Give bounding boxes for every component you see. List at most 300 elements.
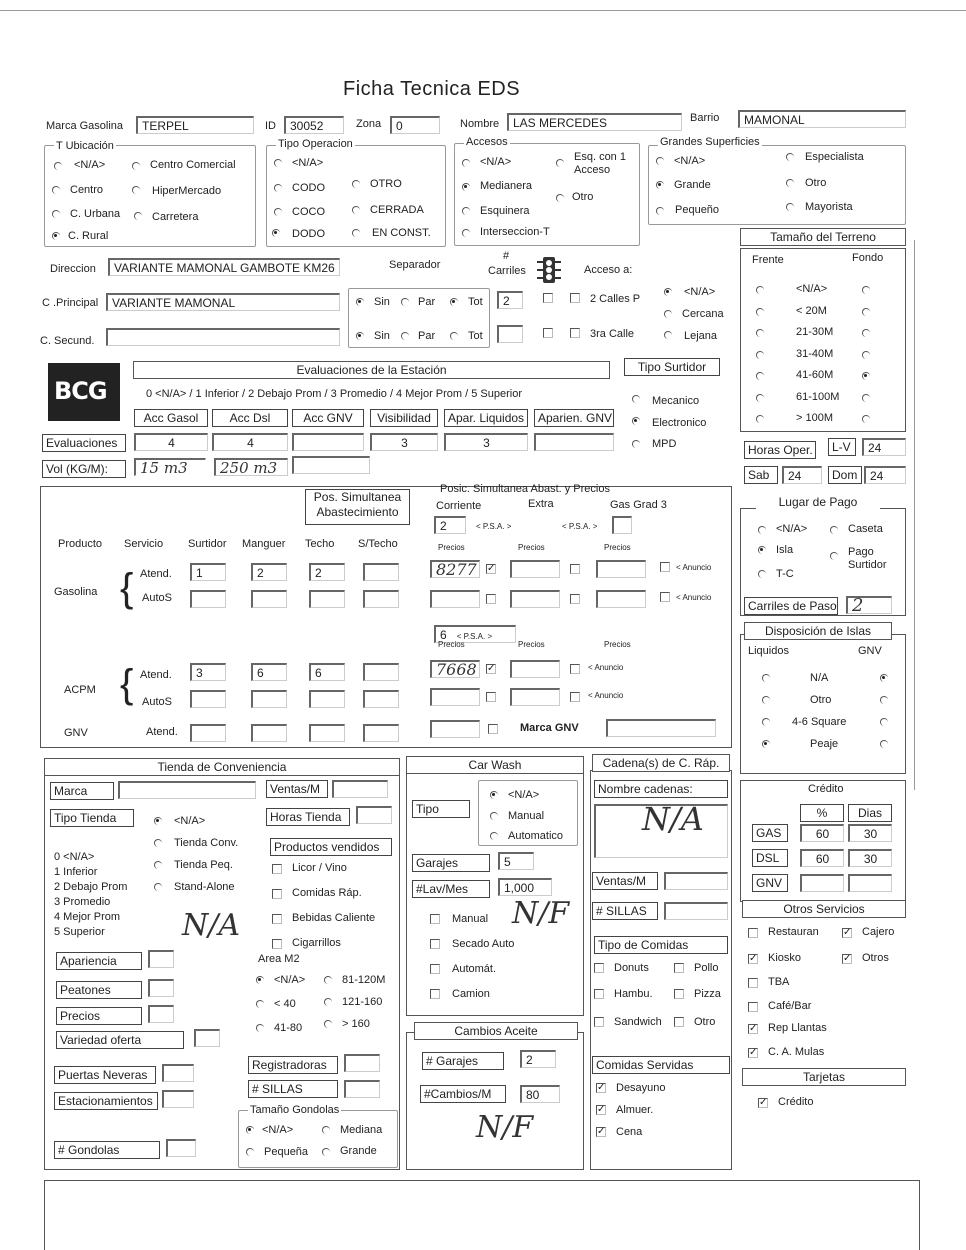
grade-extra: Extra <box>528 498 554 510</box>
ubic-carretera-label: Carretera <box>152 211 199 223</box>
ubic-cc-radio[interactable] <box>132 162 140 170</box>
anuncio-check[interactable] <box>660 562 670 572</box>
isla-gnv-radio[interactable] <box>880 696 888 704</box>
cp-tot-label: Tot <box>468 296 483 308</box>
area-radio[interactable] <box>324 998 332 1006</box>
horas-label: Horas Oper. <box>744 441 816 459</box>
gs-mayorista-radio[interactable] <box>786 203 794 211</box>
terreno-frente-radio[interactable] <box>756 415 764 423</box>
terreno-title: Tamaño del Terreno <box>740 228 906 246</box>
marca-gnv-field[interactable] <box>606 719 716 737</box>
product-cell[interactable] <box>363 590 399 608</box>
ubic-rural-radio[interactable] <box>52 232 60 240</box>
carriles-paso-field[interactable]: 2 <box>846 596 892 614</box>
evaluaciones-title: Evaluaciones de la Estación <box>133 361 610 379</box>
product-cell[interactable] <box>251 690 287 708</box>
area-radio[interactable] <box>324 1020 332 1028</box>
area-label: 121-160 <box>342 996 383 1008</box>
ubic-carretera-radio[interactable] <box>134 212 142 220</box>
area-title: Area M2 <box>258 953 300 965</box>
credito-dias-field[interactable]: 30 <box>848 824 892 842</box>
cadena-sillas-field[interactable] <box>664 902 728 920</box>
gs-otro-label: Otro <box>805 177 827 189</box>
terreno-fondo-radio[interactable] <box>862 394 870 402</box>
price-check[interactable] <box>570 564 580 574</box>
cs-check-2[interactable] <box>570 328 580 338</box>
comida-tipo-check[interactable] <box>594 963 604 973</box>
vol-gas[interactable]: 15 m3 <box>134 458 206 476</box>
pago-na-radio[interactable] <box>758 526 766 534</box>
credito-dias-field[interactable] <box>848 874 892 892</box>
anuncio-label: < Anuncio <box>588 663 624 672</box>
puertas-field[interactable] <box>162 1064 194 1082</box>
price-check[interactable] <box>486 692 496 702</box>
terreno-fondo-radio[interactable] <box>862 415 870 423</box>
terreno-option-label: < 20M <box>796 304 827 317</box>
area-radio[interactable] <box>324 976 332 984</box>
price-field[interactable] <box>510 688 560 706</box>
terreno-fondo-radio[interactable] <box>862 351 870 359</box>
surt-electronico-radio[interactable] <box>632 417 640 425</box>
isla-liq-radio[interactable] <box>762 696 770 704</box>
vol-gnv[interactable] <box>292 456 370 474</box>
horas-dom-label: Dom <box>828 466 862 484</box>
cs-tot-radio[interactable] <box>450 332 458 340</box>
vol-dsl[interactable]: 250 m3 <box>214 458 288 476</box>
carwash-handwriting: N/F <box>512 896 570 931</box>
ubic-na-radio[interactable] <box>54 162 62 170</box>
registradoras-field[interactable] <box>344 1054 380 1072</box>
terreno-option-label: 61-100M <box>796 390 840 403</box>
acc-medianera-radio[interactable] <box>462 183 470 191</box>
marca-gnv-label: Marca GNV <box>520 722 579 734</box>
cs-par-radio[interactable] <box>401 332 409 340</box>
gs-otro-radio[interactable] <box>786 179 794 187</box>
terreno-frente-radio[interactable] <box>756 286 764 294</box>
anuncio-label: < Anuncio <box>676 563 712 572</box>
op-dodo-radio[interactable] <box>272 229 280 237</box>
cw-manual-radio[interactable] <box>490 812 498 820</box>
producto-check[interactable] <box>272 889 282 899</box>
cambios-garajes-field[interactable]: 2 <box>520 1050 556 1068</box>
tienda-eval-field[interactable] <box>148 1005 174 1023</box>
comida-tipo-check[interactable] <box>674 989 684 999</box>
isla-option-label: N/A <box>810 672 829 684</box>
top-rule <box>0 10 966 11</box>
gondolas-group <box>238 1110 398 1168</box>
price-check[interactable] <box>486 594 496 604</box>
price-check[interactable] <box>570 692 580 702</box>
horas-sab[interactable]: 24 <box>782 466 822 484</box>
marca-field[interactable]: TERPEL <box>136 116 254 134</box>
grade-gas3: Gas Grad 3 <box>610 499 667 511</box>
otro-servicio-label: Rep Llantas <box>768 1022 827 1034</box>
gnv-price[interactable] <box>430 720 480 738</box>
credito-pct-field[interactable]: 60 <box>800 824 844 842</box>
producto-check[interactable] <box>272 939 282 949</box>
gond-na-radio[interactable] <box>246 1126 254 1134</box>
cs-check-1[interactable] <box>543 328 553 338</box>
cambios-title: Cambios Aceite <box>414 1022 578 1040</box>
acceso-na-radio[interactable] <box>664 288 672 296</box>
gond-pequena-radio[interactable] <box>246 1148 254 1156</box>
credito-pct-field[interactable]: 60 <box>800 849 844 867</box>
ubic-centro-radio[interactable] <box>52 186 60 194</box>
product-cell[interactable] <box>309 690 345 708</box>
price-field[interactable] <box>430 590 480 608</box>
cp-check-2[interactable] <box>570 293 580 303</box>
credito-pct-field[interactable] <box>800 874 844 892</box>
product-cell[interactable]: 1 <box>190 563 226 581</box>
comida-tipo-check[interactable] <box>674 1017 684 1027</box>
op-enconst-radio[interactable] <box>352 229 360 237</box>
terreno-fondo-radio[interactable] <box>862 308 870 316</box>
gas-psa-field[interactable]: 2 <box>434 516 466 534</box>
eval-header: Acc GNV <box>292 409 364 427</box>
calles-p-label: 2 Calles P <box>590 293 641 305</box>
otro-servicio-check[interactable]: ✓ <box>749 953 758 964</box>
gondolas-field[interactable] <box>166 1139 196 1157</box>
carriles-hash: # <box>503 250 510 262</box>
terreno-frente-radio[interactable] <box>756 394 764 402</box>
otro-servicio-label: TBA <box>768 976 790 988</box>
tienda-tipo-radio[interactable] <box>154 861 162 869</box>
product-cell[interactable] <box>190 724 226 742</box>
pago-surtidor-label: Pago Surtidor <box>848 546 887 571</box>
surt-mecanico-radio[interactable] <box>632 395 640 403</box>
acc-esq-radio[interactable] <box>556 159 564 167</box>
comida-tipo-label: Pizza <box>694 988 721 1000</box>
isla-gnv-radio[interactable] <box>880 718 888 726</box>
comida-tipo-label: Hambu. <box>614 988 653 1000</box>
pago-isla-label: Isla <box>776 544 794 556</box>
product-cell[interactable]: 6 <box>309 663 345 681</box>
product-col-header: Manguer <box>242 538 286 550</box>
islas-gnv: GNV <box>858 645 882 657</box>
tienda-handwriting: N/A <box>182 908 241 943</box>
tarjetas-title: Tarjetas <box>742 1068 906 1086</box>
comida-servida-label: Cena <box>616 1126 643 1138</box>
isla-liq-radio[interactable] <box>762 740 770 748</box>
gas-psa-1: < P.S.A. > <box>476 522 512 531</box>
price-field[interactable] <box>430 688 480 706</box>
product-cell[interactable] <box>190 690 226 708</box>
area-label: 81-120M <box>342 974 386 986</box>
gas-atend-label: Atend. <box>140 568 172 580</box>
product-cell[interactable] <box>309 590 345 608</box>
terreno-fondo-radio[interactable] <box>862 329 870 337</box>
product-col-header: S/Techo <box>358 538 398 550</box>
zona-field[interactable]: 0 <box>390 116 440 134</box>
isla-option-label: 4-6 Square <box>792 716 847 728</box>
op-coco-radio[interactable] <box>274 208 282 216</box>
product-cell[interactable]: 3 <box>190 663 226 681</box>
area-radio[interactable] <box>256 1024 264 1032</box>
cadena-ventas-field[interactable] <box>664 872 728 890</box>
surt-mpd-radio[interactable] <box>632 440 640 448</box>
tienda-eval-label: Precios <box>56 1007 142 1025</box>
credito-row-label: GAS <box>752 824 788 842</box>
product-cell[interactable] <box>363 663 399 681</box>
comida-servida-check[interactable]: ✓ <box>597 1126 606 1137</box>
horas-lv[interactable]: 24 <box>862 438 906 456</box>
cambios-field[interactable]: 80 <box>520 1085 560 1103</box>
producto-label: Bebidas Caliente <box>292 912 376 924</box>
price-field[interactable] <box>510 660 560 678</box>
anuncio-check[interactable] <box>660 592 670 602</box>
terreno-frente-radio[interactable] <box>756 329 764 337</box>
ubic-urbana-radio[interactable] <box>52 210 60 218</box>
price-check[interactable] <box>570 664 580 674</box>
comida-servida-check[interactable]: ✓ <box>597 1104 606 1115</box>
tienda-tipo-radio[interactable] <box>154 883 162 891</box>
product-cell[interactable]: 2 <box>309 563 345 581</box>
tienda-scale-item: 3 Promedio <box>54 896 111 908</box>
product-cell[interactable] <box>363 690 399 708</box>
isla-option-label: Otro <box>810 694 832 706</box>
tienda-eval-field[interactable] <box>194 1029 220 1047</box>
terreno-option-label: > 100M <box>796 412 833 424</box>
comida-servida-check[interactable]: ✓ <box>597 1082 606 1093</box>
posic-title: Posic. Simultanea Abast. y Precios <box>440 483 610 495</box>
eval-value[interactable] <box>292 433 364 451</box>
carwash-kind-check[interactable] <box>430 964 440 974</box>
carwash-kind-label: Camion <box>452 988 490 1000</box>
product-cell[interactable] <box>309 724 345 742</box>
acceso-lejana-radio[interactable] <box>664 331 672 339</box>
terreno-fondo-radio[interactable] <box>862 286 870 294</box>
pago-tc-label: T-C <box>776 568 794 580</box>
gas-psa-3[interactable] <box>612 516 632 534</box>
cs-sin-radio[interactable] <box>356 332 364 340</box>
calle-3ra-label: 3ra Calle <box>590 328 635 340</box>
tienda-ventas-field[interactable] <box>332 780 388 798</box>
gs-grande-radio[interactable] <box>656 181 664 189</box>
credito-dias-field[interactable]: 30 <box>848 849 892 867</box>
gs-especialista-radio[interactable] <box>786 153 794 161</box>
gnv-atend-label: Atend. <box>146 726 178 738</box>
gond-grande-radio[interactable] <box>322 1148 330 1156</box>
pago-caseta-radio[interactable] <box>830 526 838 534</box>
pago-tc-radio[interactable] <box>758 570 766 578</box>
tienda-tipo-label: <N/A> <box>174 815 206 827</box>
tienda-eval-field[interactable] <box>148 950 174 968</box>
cw-na-radio[interactable] <box>490 791 498 799</box>
carwash-kind-check[interactable] <box>430 914 440 924</box>
estacionamientos-field[interactable] <box>162 1090 194 1108</box>
acc-esquinera-radio[interactable] <box>462 207 470 215</box>
tienda-tipo-label: Tienda Conv. <box>174 837 239 849</box>
cp-check-1[interactable] <box>543 293 553 303</box>
acc-otro-radio[interactable] <box>556 194 564 202</box>
product-cell[interactable]: 2 <box>251 563 287 581</box>
acc-esquinera-label: Esquinera <box>480 205 530 217</box>
product-cell[interactable]: 6 <box>251 663 287 681</box>
otro-servicio-check[interactable] <box>748 978 758 988</box>
ubic-hiper-radio[interactable] <box>132 186 140 194</box>
credito-dias: Dias <box>848 804 892 822</box>
carriles-paso-label: Carriles de Paso <box>744 597 838 615</box>
tienda-tipo-radio[interactable] <box>154 817 162 825</box>
area-radio[interactable] <box>256 976 264 984</box>
comida-tipo-check[interactable] <box>594 1017 604 1027</box>
cprincipal-field[interactable]: VARIANTE MAMONAL <box>106 293 340 311</box>
carriles-label: Carriles <box>488 265 526 277</box>
otro-servicio-check[interactable]: ✓ <box>843 953 852 964</box>
eval-value[interactable] <box>534 433 614 451</box>
cp-tot-radio[interactable] <box>450 298 458 306</box>
grade-corriente: Corriente <box>436 500 482 512</box>
isla-liq-radio[interactable] <box>762 718 770 726</box>
comida-tipo-check[interactable] <box>594 989 604 999</box>
price-field[interactable] <box>596 590 646 608</box>
acceso-na-label: <N/A> <box>684 286 716 298</box>
product-cell[interactable] <box>251 590 287 608</box>
tienda-marca-field[interactable] <box>118 781 256 799</box>
acc-na-label: <N/A> <box>480 156 512 168</box>
cadena-nombre-label: Nombre cadenas: <box>594 780 728 798</box>
estacionamientos-label: Estacionamientos <box>54 1092 158 1110</box>
cw-auto-radio[interactable] <box>490 832 498 840</box>
cw-auto-label: Automatico <box>508 830 564 842</box>
otro-servicio-label: Otros <box>862 952 889 964</box>
isla-gnv-radio[interactable] <box>880 674 888 682</box>
csecund-field[interactable] <box>106 328 340 346</box>
terreno-frente-radio[interactable] <box>756 351 764 359</box>
isla-liq-radio[interactable] <box>762 674 770 682</box>
surt-mpd-label: MPD <box>652 438 677 450</box>
tienda-tipo-radio[interactable] <box>154 839 162 847</box>
cp-sin-radio[interactable] <box>356 298 364 306</box>
tarjeta-credito-check[interactable]: ✓ <box>759 1097 768 1108</box>
gs-pequeno-radio[interactable] <box>656 207 664 215</box>
carwash-kind-check[interactable] <box>430 989 440 999</box>
product-cell[interactable] <box>363 563 399 581</box>
cw-lav-field[interactable]: 1,000 <box>498 878 552 896</box>
acceso-cercana-radio[interactable] <box>664 310 672 318</box>
gond-na-label: <N/A> <box>262 1124 294 1136</box>
pago-isla-radio[interactable] <box>758 546 766 554</box>
terreno-option-label: 21-30M <box>796 326 834 338</box>
tienda-sillas-field[interactable] <box>344 1080 380 1098</box>
barrio-field[interactable]: MAMONAL <box>738 110 906 128</box>
terreno-frente-radio[interactable] <box>756 372 764 380</box>
pago-surtidor-radio[interactable] <box>830 552 838 560</box>
id-field[interactable]: 30052 <box>284 116 344 134</box>
op-otro-radio[interactable] <box>352 180 360 188</box>
product-cell[interactable] <box>363 724 399 742</box>
product-cell[interactable] <box>251 724 287 742</box>
gs-na-radio[interactable] <box>656 157 664 165</box>
precio-label: Precios <box>518 640 545 649</box>
eval-value[interactable]: 3 <box>370 433 438 451</box>
price-check[interactable]: ✓ <box>487 663 496 674</box>
direccion-field[interactable]: VARIANTE MAMONAL GAMBOTE KM26 <box>108 258 340 276</box>
vol-label: Vol (KG/M): <box>42 460 126 478</box>
terreno-frente: Frente <box>752 254 784 266</box>
price-field[interactable] <box>510 560 560 578</box>
area-radio[interactable] <box>256 1000 264 1008</box>
product-col-header: Techo <box>305 538 335 550</box>
terreno-option-label: 41-60M <box>796 369 834 381</box>
tienda-horas-label: Horas Tienda <box>266 808 350 826</box>
otro-servicio-check[interactable] <box>748 928 758 938</box>
product-cell[interactable] <box>190 590 226 608</box>
op-otro-label: OTRO <box>370 178 402 190</box>
precio-label: Precios <box>604 640 631 649</box>
product-col-header: Producto <box>58 538 103 550</box>
cw-garajes-field[interactable]: 5 <box>498 852 534 870</box>
otro-servicio-check[interactable]: ✓ <box>749 1047 758 1058</box>
otro-servicio-check[interactable]: ✓ <box>843 927 852 938</box>
eval-value[interactable]: 3 <box>444 433 528 451</box>
ubicacion-title: T Ubicación <box>56 140 114 152</box>
tienda-title: Tienda de Conveniencia <box>44 758 400 776</box>
price-field[interactable]: 8277 <box>430 560 480 578</box>
price-check[interactable]: ✓ <box>487 563 496 574</box>
eval-value[interactable]: 4 <box>212 433 288 451</box>
carwash-kind-check[interactable] <box>430 939 440 949</box>
eval-header: Acc Gasol <box>134 409 208 427</box>
otro-servicio-check[interactable] <box>748 1002 758 1012</box>
ubic-hiper-label: HiperMercado <box>152 185 222 197</box>
tienda-scale-item: 4 Mejor Prom <box>54 911 121 923</box>
eval-value[interactable]: 4 <box>134 433 208 451</box>
tienda-tipo-label: Stand-Alone <box>174 881 235 893</box>
tienda-eval-field[interactable] <box>148 979 174 997</box>
gnv-check[interactable] <box>488 724 498 734</box>
comida-tipo-label: Sandwich <box>614 1016 662 1028</box>
acpm-brace: { <box>120 662 134 706</box>
price-field[interactable]: 7668 <box>430 660 480 678</box>
op-cerrada-radio[interactable] <box>352 206 360 214</box>
cp-par-radio[interactable] <box>401 298 409 306</box>
isla-gnv-radio[interactable] <box>880 740 888 748</box>
cp-carriles-field[interactable]: 2 <box>497 291 523 309</box>
terreno-option-label: 31-40M <box>796 347 834 360</box>
price-check[interactable] <box>570 594 580 604</box>
terreno-fondo-radio[interactable] <box>862 372 870 380</box>
producto-check[interactable] <box>272 914 282 924</box>
comida-tipo-check[interactable] <box>674 963 684 973</box>
price-field[interactable] <box>510 590 560 608</box>
price-field[interactable] <box>596 560 646 578</box>
horas-lv-label: L-V <box>828 438 856 456</box>
tienda-horas-field[interactable] <box>356 806 392 824</box>
acc-intersec-radio[interactable] <box>462 229 470 237</box>
cadena-sillas-label: # SILLAS <box>592 902 658 920</box>
otro-servicio-check[interactable]: ✓ <box>749 1023 758 1034</box>
cs-carriles-field[interactable] <box>497 325 523 343</box>
separador-label: Separador <box>389 259 441 271</box>
eval-scale: 0 <N/A> / 1 Inferior / 2 Debajo Prom / 3 Promedio / 4 Mejor Prom / 5 Superior <box>146 388 522 400</box>
acc-na-radio[interactable] <box>462 159 470 167</box>
nombre-field[interactable]: LAS MERCEDES <box>507 113 682 131</box>
horas-dom[interactable]: 24 <box>864 466 906 484</box>
gond-mediana-radio[interactable] <box>322 1126 330 1134</box>
op-na-radio[interactable] <box>274 159 282 167</box>
traffic-light-icon <box>537 256 561 284</box>
acpm-psa-field[interactable]: 6 < P.S.A. > <box>434 625 516 643</box>
cw-lav-label: #Lav/Mes <box>412 880 490 898</box>
gond-grande-label: Grande <box>340 1145 377 1157</box>
op-codo-radio[interactable] <box>274 184 282 192</box>
comida-servida-label: Desayuno <box>616 1082 666 1094</box>
terreno-frente-radio[interactable] <box>756 308 764 316</box>
ubic-centro-label: Centro <box>70 184 104 196</box>
producto-check[interactable] <box>272 864 282 874</box>
pago-title: Lugar de Pago <box>756 494 880 512</box>
